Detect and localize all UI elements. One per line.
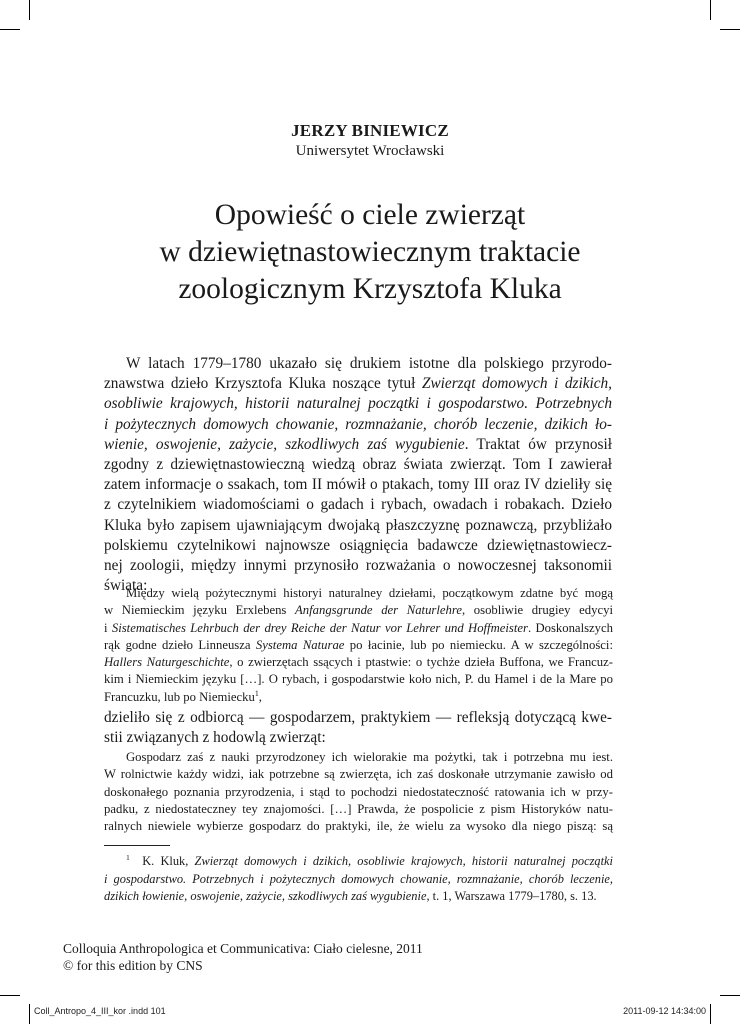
text-line: świata: xyxy=(104,577,148,595)
author-name: JERZY BINIEWICZ xyxy=(291,121,449,140)
title-line: w dziewiętnastowiecznym traktacie xyxy=(159,236,581,268)
crop-mark xyxy=(29,1004,30,1024)
quote-line: W rolnictwie każdy widzi, iak potrzebne są zwierzęta, ich zaś doskonałe utrzymanie zawisło od xyxy=(104,767,613,782)
footnote-line: $^1$ K. Kluk, Zwierząt domowych i dzikich, osobliwie krajowych, historii naturalnej początki xyxy=(126,852,613,868)
text-line: zatem informacje o ssakach, tom II mówił o ptakach, tomy III oraz IV dzieliły się xyxy=(104,476,612,494)
text-line: nej zoologii, między innymi przynosiło rozważania o nowoczesnej taksonomii xyxy=(104,557,612,575)
quote-line: ralnych niewiele wybierze gospodarz do praktyki, ile, że wielu za wysoko dla niego piszą: są xyxy=(104,819,613,834)
crop-mark xyxy=(29,0,30,20)
imprint-journal: Colloquia Anthropologica et Communicativa: Ciało cielesne, 2011 xyxy=(63,941,423,956)
crop-mark xyxy=(720,995,740,996)
block-quote xyxy=(104,749,613,835)
intro-paragraph xyxy=(104,354,612,596)
footnote-number: 1 xyxy=(126,852,130,862)
author-affiliation: Uniwersytet Wrocławski xyxy=(295,143,445,159)
text-line: i pożytecznych domowych chowanie, rozmnażanie, chorób leczenie, dzikich ło- xyxy=(104,415,612,433)
quote-line: w Niemieckim języku Erxlebens Anfangsgrunde der Naturlehre, osobliwie drugiey edycyi xyxy=(104,603,613,618)
text-line: osobliwie krajowych, historii naturalnej początki i gospodarstwo. Potrzebnych xyxy=(104,395,612,413)
middle-paragraph xyxy=(104,708,612,748)
quote-line: doskonałego poznania przyrodzenia, i stąd to pochodzi niedostateczność ratowania ich w przy- xyxy=(104,784,613,799)
quote-line: Hallers Naturgeschichte, o zwierzętach ssących i ptastwie: o tychże dzieła Buffona, we Francuz- xyxy=(104,655,614,670)
quote-line: kim i Niemieckim języku […]. O rybach, i gospodarstwie koło nich, P. du Hamel i de la Mare po xyxy=(104,672,613,687)
text-line: stii związanych z hodowlą zwierząt: xyxy=(104,729,326,747)
crop-mark xyxy=(710,0,711,20)
text-line: zgodny z dziewiętnastowieczną wiedzą obraz świata zwierząt. Tom I zawierał xyxy=(104,456,612,474)
text-line: dzieliło się z odbiorcą — gospodarzem, praktykiem — refleksją dotyczącą kwe- xyxy=(104,709,612,726)
article-title xyxy=(0,197,740,308)
text-line: Kluka było zapisem ujawniającym dwojaką płaszczyznę poznawczą, przybliżało xyxy=(104,516,612,534)
text-line: polskiemu czytelnikowi najnowsze osiągnięcia badawcze dziewiętnastowiecz- xyxy=(104,536,612,554)
footnote-ref: 1 xyxy=(254,688,259,698)
imprint-copyright: © for this edition by CNS xyxy=(63,958,203,973)
text-line: z czytelnikiem wiadomościami o gadach i rybach, owadach i robakach. Dzieło xyxy=(104,496,612,514)
slug-filename: Coll_Antropo_4_III_kor .indd 101 xyxy=(34,1006,166,1016)
imprint xyxy=(63,940,423,974)
crop-mark xyxy=(710,1004,711,1024)
footnote-line: i gospodarstwo. Potrzebnych i pożytecznych domowych chowanie, rozmnażanie, chorób leczenie, xyxy=(104,871,613,886)
title-line: zoologicznym Krzysztofa Kluka xyxy=(178,273,562,305)
quote-line: i Sistematisches Lehrbuch der drey Reiche der Natur vor Lehrer und Hoffmeister. Doskonalszych xyxy=(104,620,613,635)
crop-mark xyxy=(0,29,20,30)
quote-line: padku, z niedostateczney tey znajomości. […] Prawda, że pospolicie z pism Historyków natu- xyxy=(104,801,613,816)
title-line: Opowieść o ciele zwierząt xyxy=(214,199,526,231)
slug-timestamp: 2011-09-12 14:34:00 xyxy=(623,1006,706,1016)
quote-line: Francuzku, lub po Niemiecku$^1$, xyxy=(104,688,262,704)
quote-line: rąk godne dzieło Linneusza Systema Naturae po łacinie, lub po niemiecku. A w szczególności: xyxy=(104,637,613,652)
text-line: W latach 1779–1780 ukazało się drukiem istotne dla polskiego przyrodo- xyxy=(126,355,612,372)
block-quote xyxy=(104,585,613,706)
text-line: znawstwa dzieło Krzysztofa Kluka noszące tytuł Zwierząt domowych i dzikich, xyxy=(104,375,612,393)
crop-mark xyxy=(0,995,20,996)
footnote-line: dzikich łowienie, oswojenie, zażycie, szkodliwych zaś wygubienie, t. 1, Warszawa 1779–1780, s. 13. xyxy=(104,889,597,903)
quote-line: Gospodarz zaś z nauki przyrodzoney ich wielorakie ma pożytki, tak i potrzebna mu iest. xyxy=(126,750,613,764)
footnote-divider xyxy=(104,845,170,846)
footnote xyxy=(104,853,613,906)
text-line: wienie, oswojenie, zażycie, szkodliwych zaś wygubienie. Traktat ów przynosił xyxy=(104,435,612,453)
crop-mark xyxy=(720,29,740,30)
quote-line: Między wielą pożytecznymi historyi naturalney dziełami, początkowym zdatne być mogą xyxy=(126,586,613,600)
